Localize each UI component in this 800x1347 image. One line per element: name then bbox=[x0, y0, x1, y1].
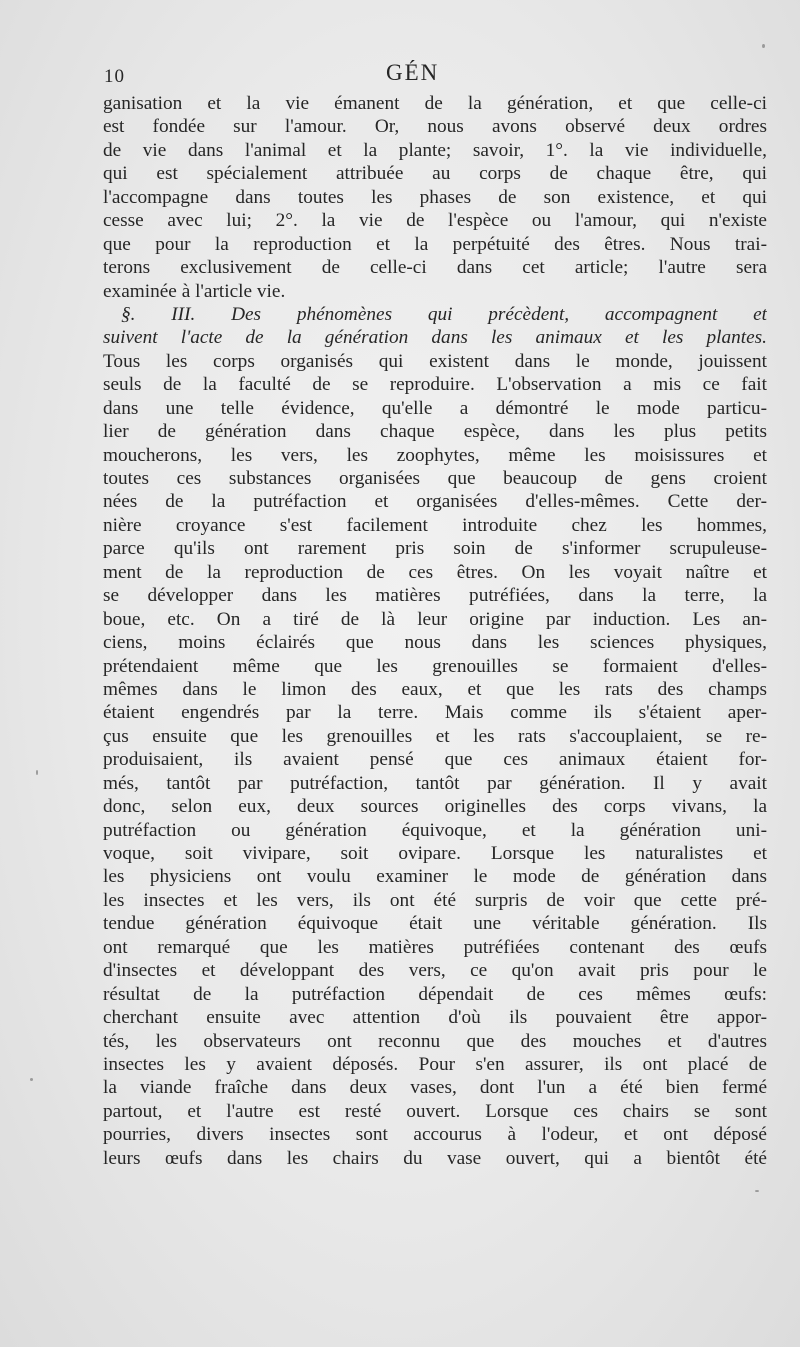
text-line: ont remarqué que les matières putréfiées contenant des œufs bbox=[103, 936, 767, 958]
section-heading-line: §. III. Des phénomènes qui précèdent, accompagnent et bbox=[121, 303, 767, 325]
text-line: que pour la reproduction et la perpétuité des êtres. Nous trai- bbox=[103, 233, 767, 255]
text-line: partout, et l'autre est resté ouvert. Lorsque ces chairs se sont bbox=[103, 1100, 767, 1122]
running-head: GÉN bbox=[386, 60, 440, 85]
text-line: nière croyance s'est facilement introduite chez les hommes, bbox=[103, 514, 767, 536]
text-line: donc, selon eux, deux sources originelles des corps vivans, la bbox=[103, 796, 767, 818]
paper-speck bbox=[755, 1190, 759, 1192]
text-line: de vie dans l'animal et la plante; savoir, 1°. la vie individuelle, bbox=[103, 139, 767, 161]
text-line: boue, etc. On a tiré de là leur origine par induction. Les an- bbox=[103, 608, 767, 630]
text-line: Tous les corps organisés qui existent dans le monde, jouissent bbox=[103, 350, 767, 372]
text-line: tés, les observateurs ont reconnu que des mouches et d'autres bbox=[103, 1030, 767, 1052]
text-line: insectes les y avaient déposés. Pour s'en assurer, ils ont placé de bbox=[103, 1053, 767, 1075]
text-line: çus ensuite que les grenouilles et les rats s'accouplaient, se re- bbox=[103, 725, 767, 747]
text-line: seuls de la faculté de se reproduire. L'observation a mis ce fait bbox=[103, 374, 767, 396]
page-number: 10 bbox=[104, 66, 125, 87]
text-line: toutes ces substances organisées que beaucoup de gens croient bbox=[103, 468, 767, 489]
text-line: produisaient, ils avaient pensé que ces animaux étaient for- bbox=[103, 749, 767, 771]
text-line: nées de la putréfaction et organisées d'elles-mêmes. Cette der- bbox=[103, 491, 767, 513]
paper-speck bbox=[762, 44, 765, 48]
text-line: parce qu'ils ont rarement pris soin de s'informer scrupuleuse- bbox=[103, 538, 767, 560]
text-line: se développer dans les matières putréfiées, dans la terre, la bbox=[103, 585, 767, 607]
text-line: l'accompagne dans toutes les phases de son existence, et qui bbox=[103, 186, 767, 208]
text-line: examinée à l'article vie. bbox=[103, 280, 286, 302]
text-line: cherchant ensuite avec attention d'où ils pouvaient être appor- bbox=[103, 1007, 767, 1029]
text-line: étaient engendrés par la terre. Mais comme ils s'étaient aper- bbox=[103, 702, 767, 724]
text-line: lier de génération dans chaque espèce, dans les plus petits bbox=[103, 421, 767, 443]
text-line: cesse avec lui; 2°. la vie de l'espèce ou l'amour, qui n'existe bbox=[103, 210, 767, 232]
text-line: prétendaient même que les grenouilles se formaient d'elles- bbox=[103, 655, 767, 677]
text-line: les physiciens ont voulu examiner le mode de génération dans bbox=[103, 866, 767, 888]
text-line: leurs œufs dans les chairs du vase ouvert, qui a bientôt été bbox=[103, 1147, 767, 1169]
text-line: voque, soit vivipare, soit ovipare. Lorsque les naturalistes et bbox=[103, 843, 767, 864]
text-line: ganisation et la vie émanent de la génération, et que celle-ci bbox=[103, 93, 767, 114]
section-heading-line: suivent l'acte de la génération dans les animaux et les plantes. bbox=[103, 327, 767, 349]
text-line: pourries, divers insectes sont accourus à l'odeur, et ont déposé bbox=[103, 1124, 767, 1146]
text-line: mêmes dans le limon des eaux, et que les rats des champs bbox=[103, 678, 767, 700]
body-text bbox=[103, 92, 767, 1170]
text-line: tendue génération équivoque était une véritable génération. Ils bbox=[103, 913, 767, 935]
paper-speck bbox=[36, 770, 38, 775]
text-line: est fondée sur l'amour. Or, nous avons observé deux ordres bbox=[103, 116, 767, 138]
text-line: ciens, moins éclairés que nous dans les sciences physiques, bbox=[103, 632, 767, 654]
text-line: d'insectes et développant des vers, ce qu'on avait pris pour le bbox=[103, 960, 767, 982]
paper-speck bbox=[30, 1078, 33, 1081]
text-line: les insectes et les vers, ils ont été surpris de voir que cette pré- bbox=[103, 889, 767, 911]
text-line: qui est spécialement attribuée au corps de chaque être, qui bbox=[103, 163, 767, 185]
text-line: la viande fraîche dans deux vases, dont l'un a été bien fermé bbox=[103, 1077, 767, 1099]
text-line: ment de la reproduction de ces êtres. On les voyait naître et bbox=[103, 561, 767, 583]
text-line: dans une telle évidence, qu'elle a démontré le mode particu- bbox=[103, 397, 767, 419]
text-line: résultat de la putréfaction dépendait de ces mêmes œufs: bbox=[103, 983, 767, 1005]
text-line: més, tantôt par putréfaction, tantôt par génération. Il y avait bbox=[103, 772, 767, 794]
text-line: putréfaction ou génération équivoque, et la génération uni- bbox=[103, 819, 767, 841]
text-line: terons exclusivement de celle-ci dans cet article; l'autre sera bbox=[103, 257, 767, 279]
text-line: moucherons, les vers, les zoophytes, même les moisissures et bbox=[103, 444, 767, 466]
